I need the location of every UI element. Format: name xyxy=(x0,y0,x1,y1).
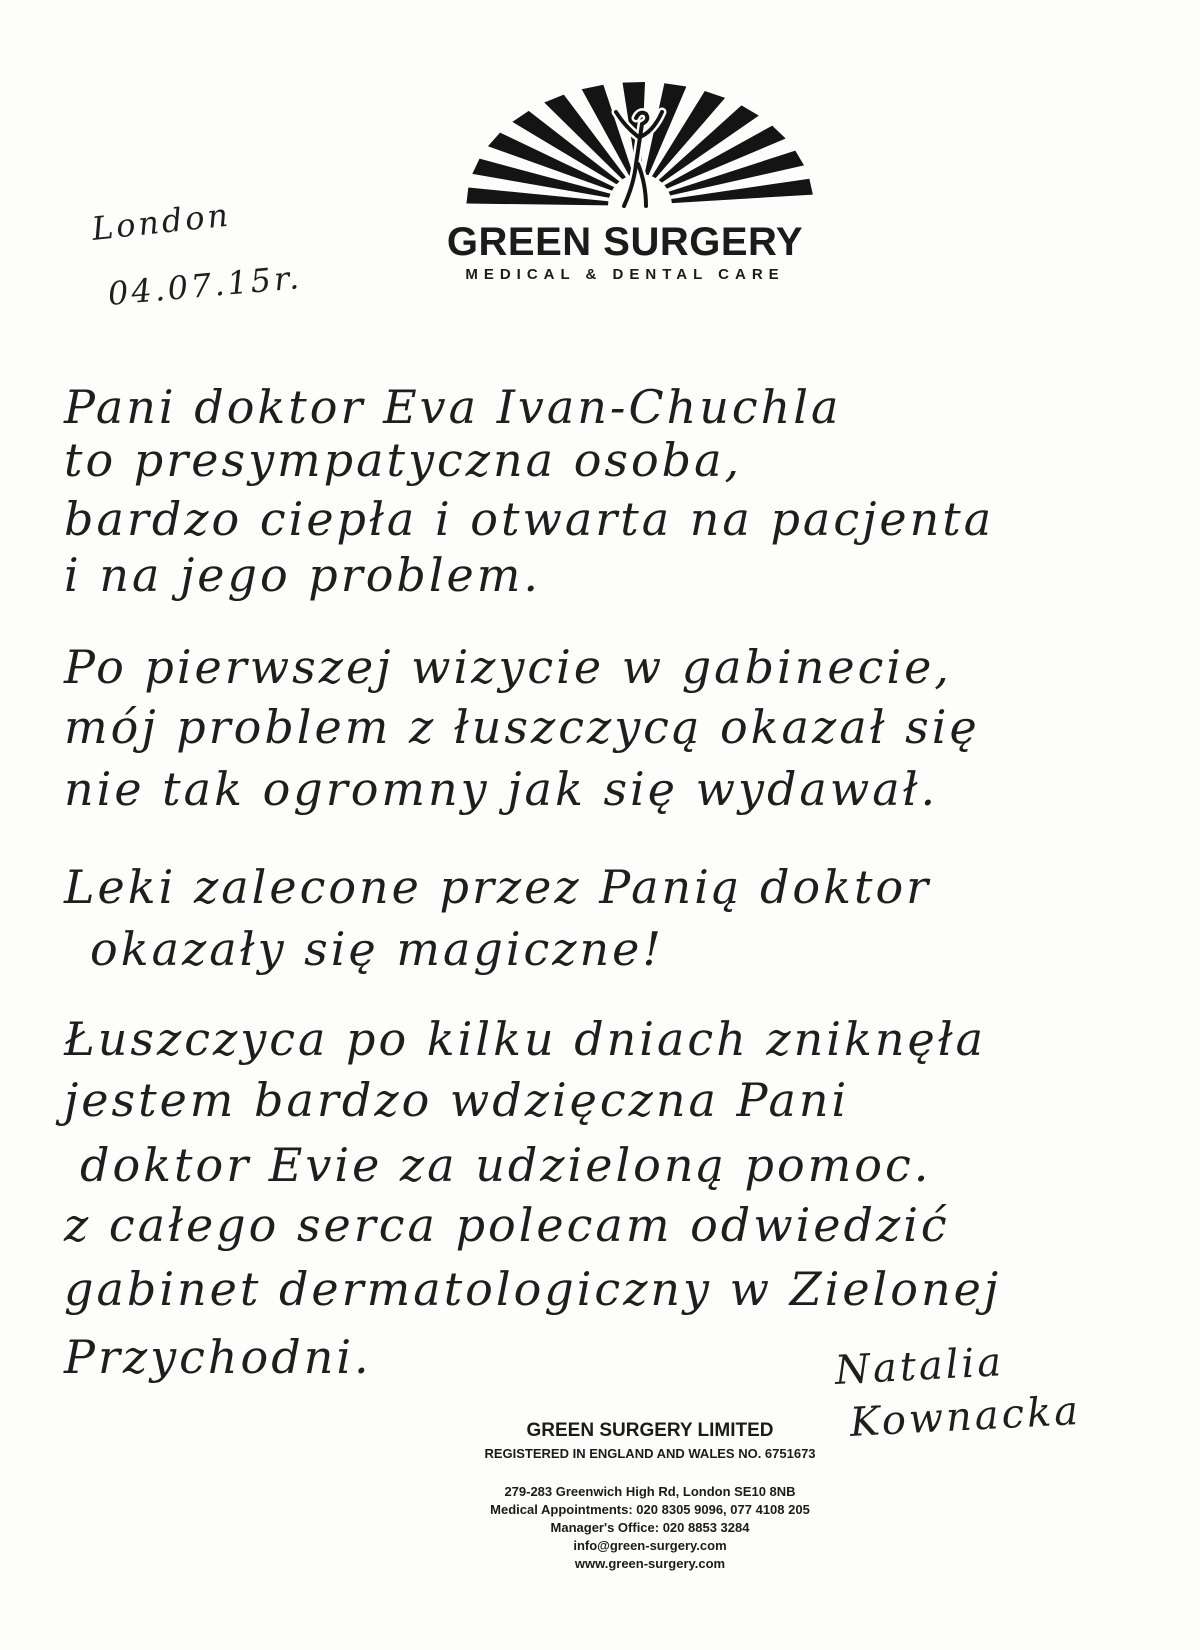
footer-appointments: Medical Appointments: 020 8305 9096, 077 4108 205 xyxy=(490,1502,810,1517)
footer-managers-office: Manager's Office: 020 8853 3284 xyxy=(550,1520,750,1535)
letter-line: gabinet dermatologiczny w Zielonej xyxy=(64,1262,1002,1316)
sunburst-figure-logo-icon xyxy=(460,78,820,210)
signature-last-name: Kownacka xyxy=(848,1387,1083,1446)
letter-line: bardzo ciepła i otwarta na pacjenta xyxy=(64,492,995,546)
letter-footer xyxy=(400,1420,900,1573)
letter-line: mój problem z łuszczycą okazał się xyxy=(64,700,980,754)
footer-address: 279-283 Greenwich High Rd, London SE10 8NB xyxy=(504,1484,796,1499)
signature-first-name: Natalia xyxy=(833,1339,1006,1394)
letter-line: Leki zalecone przez Panią doktor xyxy=(64,860,932,914)
letter-line: nie tak ogromny jak się wydawał. xyxy=(64,762,939,816)
letter-line: Łuszczyca po kilku dniach zniknęła xyxy=(64,1012,987,1066)
letter-line: Pani doktor Eva Ivan-Chuchla xyxy=(64,380,842,434)
footer-company: GREEN SURGERY LIMITED xyxy=(526,1420,774,1441)
footer-website: www.green-surgery.com xyxy=(574,1556,726,1571)
letter-place: London xyxy=(90,195,233,248)
letter-line: z całego serca polecam odwiedzić xyxy=(64,1198,950,1252)
footer-email: info@green-surgery.com xyxy=(573,1538,727,1553)
letter-line: doktor Evie za udzieloną pomoc. xyxy=(80,1138,932,1192)
logo-ray xyxy=(671,179,813,203)
letter-date: 04.07.15r. xyxy=(106,258,304,313)
brand-name: GREEN SURGERY xyxy=(446,220,804,264)
letter-line: jestem bardzo wdzięczna Pani xyxy=(64,1073,850,1127)
letter-line: to presympatyczna osoba, xyxy=(64,433,743,487)
brand-tagline: MEDICAL & DENTAL CARE xyxy=(465,266,785,283)
footer-registration: REGISTERED IN ENGLAND AND WALES NO. 6751673 xyxy=(484,1446,816,1461)
letter-line: okazały się magiczne! xyxy=(90,922,664,976)
letter-line: Po pierwszej wizycie w gabinecie, xyxy=(64,640,952,694)
letter-line: i na jego problem. xyxy=(64,548,542,602)
letter-line: Przychodni. xyxy=(64,1330,372,1384)
